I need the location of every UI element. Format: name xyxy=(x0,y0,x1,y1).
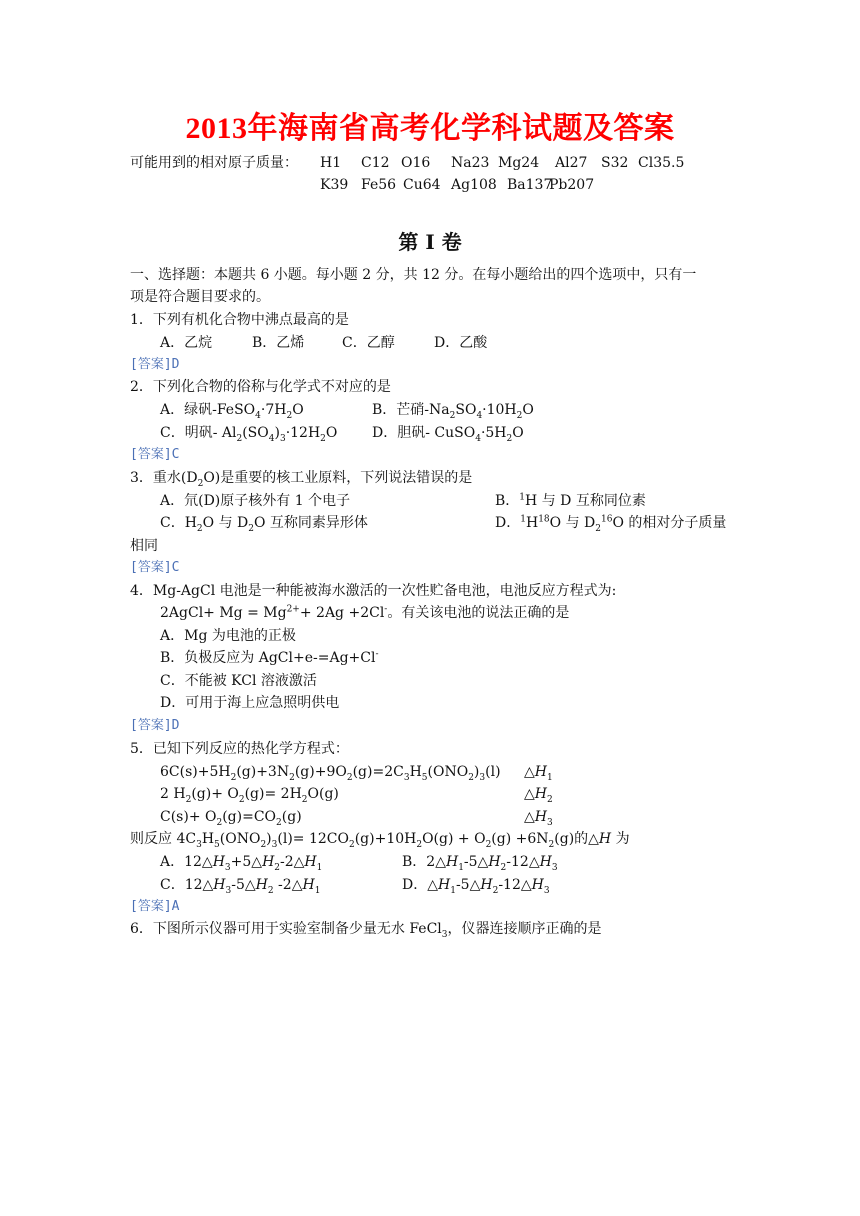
q5-option-c: C．$12\triangle H_3-5\triangle H_2$ $-2\triangle H_1$ xyxy=(160,877,321,896)
q2-option-b: B．芒硝$-Na_2SO_4\cdot 10H_2O$ xyxy=(372,402,534,421)
mass-item: Al27 xyxy=(555,155,588,171)
mass-item: H1 xyxy=(320,155,342,171)
mass-item: Ag108 xyxy=(451,177,497,193)
q4-answer: [答案]D xyxy=(130,718,180,733)
q3-answer: [答案]C xyxy=(130,560,180,575)
q2-option-c: C．明矾- $Al_2(SO_4)_3\cdot 12H_2O$ xyxy=(160,425,338,444)
section-heading: 第 I 卷 xyxy=(398,230,462,254)
mass-item: K39 xyxy=(320,177,349,193)
q3-option-b: B．$^1$H 与 D 互称同位素 xyxy=(495,492,646,509)
mass-item: Fe56 xyxy=(361,177,397,193)
question-1-stem: 1．下列有机化合物中沸点最高的是 xyxy=(130,312,349,328)
q5-option-b: B．$2\triangle H_1-5\triangle H_2-12\triangle H_3$ xyxy=(402,854,558,873)
mass-item: S32 xyxy=(601,155,629,171)
q3-option-a: A．氘(D)原子核外有 1 个电子 xyxy=(160,493,351,509)
q1-option-a: A．乙烷 xyxy=(160,335,213,351)
question-6-stem: 6．下图所示仪器可用于实验室制备少量无水 FeCl$_3$，仪器连接顺序正确的是 xyxy=(130,921,602,940)
q2-option-d: D．胆矾- $CuSO_4\cdot 5H_2O$ xyxy=(372,425,524,444)
q3-option-d: D．$^1H^{18}O$ 与 $D_2^{16}O$ 的相对分子质量 xyxy=(495,514,727,534)
mass-item: Cu64 xyxy=(403,177,441,193)
q4-option-d: D．可用于海上应急照明供电 xyxy=(160,695,340,711)
q3-option-c: C．$H_2O$ 与 $D_2O$ 互称同素异形体 xyxy=(160,515,368,534)
mass-item: Mg24 xyxy=(498,155,540,171)
q4-equation: 2AgCl+ $Mg = Mg^{2+}+ 2Ag +2Cl^-$。有关该电池的说法正确的是 xyxy=(160,604,570,621)
q5-equation-3: $C(s)+ O_2(g)=CO_2(g)$ xyxy=(160,809,302,828)
mass-item: Na23 xyxy=(451,155,490,171)
q5-option-d: D．$\triangle H_1-5\triangle H_2-12\triangle H_3$ xyxy=(402,877,550,896)
mass-item: O16 xyxy=(401,155,431,171)
mass-item: Ba137 xyxy=(507,177,553,193)
q1-option-c: C．乙醇 xyxy=(342,335,395,351)
mass-item: C12 xyxy=(361,155,390,171)
mass-item: Pb207 xyxy=(549,177,595,193)
q5-target-reaction: 则反应 $4C_3H_5(ONO_2)_3(l)= 12CO_2(g)+10H_2O(g) + O_2(g) +6N_2(g)$的△H 为 xyxy=(130,831,630,850)
mass-item: Cl35.5 xyxy=(638,155,685,171)
q5-option-a: A．$12\triangle H_3+5\triangle H_2-2\triangle H_1$ xyxy=(160,854,323,873)
q5-equation-1: $6C(s)+5H_2(g)+3N_2(g)+9O_2(g)=2C_3H_5(ONO_2)_3(l)$ xyxy=(160,764,501,783)
question-5-stem: 5．已知下列反应的热化学方程式： xyxy=(130,741,349,757)
question-2-stem: 2．下列化合物的俗称与化学式不对应的是 xyxy=(130,379,391,395)
q1-option-d: D．乙酸 xyxy=(434,335,488,351)
q1-option-b: B．乙烯 xyxy=(252,335,305,351)
q2-answer: [答案]C xyxy=(130,447,180,462)
q5-delta-h3: $\triangle H_3$ xyxy=(524,809,553,828)
document-title: 2013年海南省高考化学科试题及答案 xyxy=(185,112,675,145)
section-intro-cont: 项是符合题目要求的。 xyxy=(130,289,270,305)
q5-answer: [答案]A xyxy=(130,899,180,914)
q4-option-a: A．Mg 为电池的正极 xyxy=(160,628,296,644)
section-intro: 一、选择题：本题共 6 小题。每小题 2 分，共 12 分。在每小题给出的四个选项中，只有一 xyxy=(130,267,697,283)
q5-equation-2: 2 $H_2(g)+ O_2(g)= 2H_2O(g)$ xyxy=(160,786,339,805)
q1-answer: [答案]D xyxy=(130,357,180,372)
q4-option-b: B．负极反应为 AgCl+e-=Ag+Cl- xyxy=(160,649,379,666)
atomic-mass-label: 可能用到的相对原子质量： xyxy=(130,155,298,171)
q4-option-c: C．不能被 KCl 溶液激活 xyxy=(160,673,317,689)
q5-delta-h1: $\triangle H_1$ xyxy=(524,764,553,783)
question-3-stem: 3．重水$(D_2O)$是重要的核工业原料，下列说法错误的是 xyxy=(130,470,473,489)
q3-option-d-wrap: 相同 xyxy=(130,538,158,554)
q5-delta-h2: $\triangle H_2$ xyxy=(524,786,553,805)
question-4-stem: 4．Mg-AgCl 电池是一种能被海水激活的一次性贮备电池，电池反应方程式为: xyxy=(130,583,617,599)
q2-option-a: A．绿矾$-FeSO_4\cdot 7H_2O$ xyxy=(160,402,304,421)
